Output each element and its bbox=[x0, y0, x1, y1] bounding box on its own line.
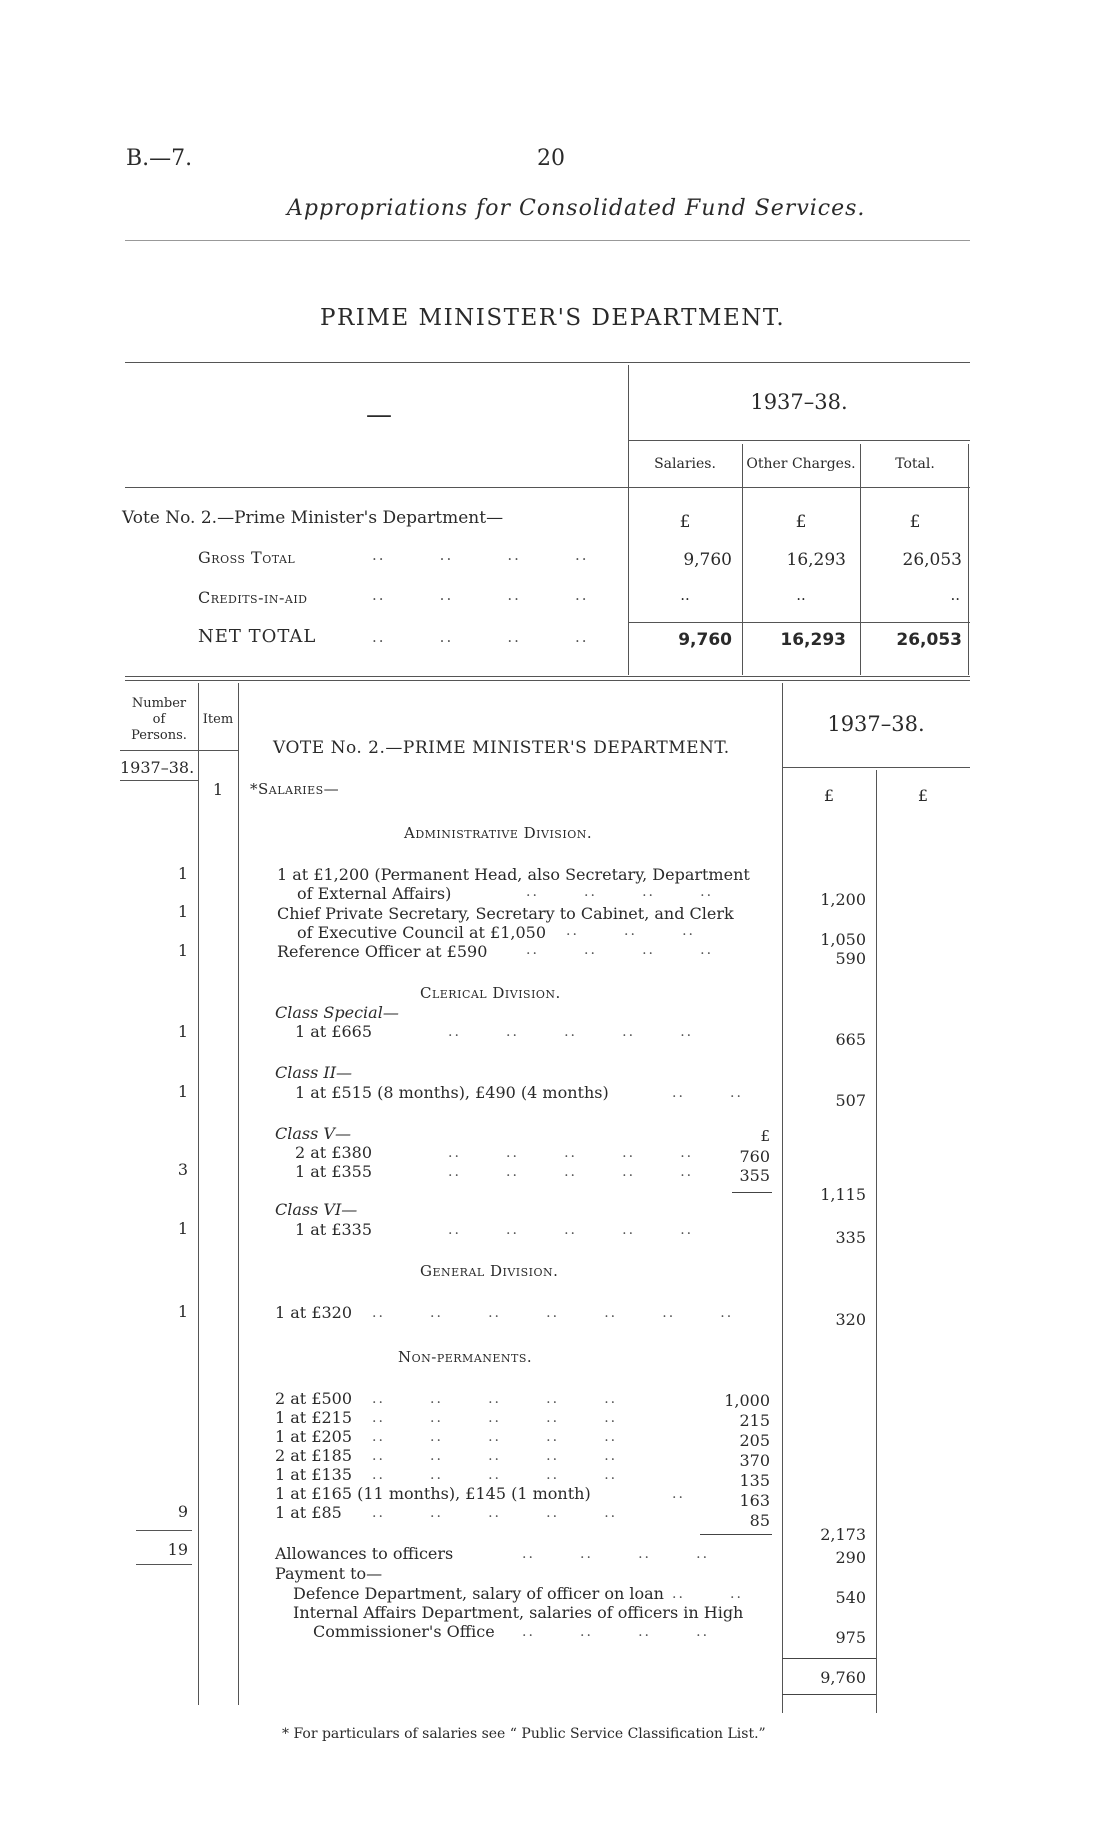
summary-title: PRIME MINISTER'S DEPARTMENT. bbox=[320, 305, 786, 331]
detail-vline-item bbox=[238, 683, 239, 1705]
non-permanents-heading: Non-permanents. bbox=[398, 1348, 533, 1366]
pound-total: £ bbox=[909, 512, 921, 532]
class-vi-dots: .. .. .. .. .. bbox=[448, 1222, 694, 1238]
detail-title: VOTE No. 2.—PRIME MINISTER'S DEPARTMENT. bbox=[273, 738, 730, 758]
detail-year: 1937–38. bbox=[827, 712, 925, 736]
class-v-pound: £ bbox=[760, 1127, 770, 1145]
internal-affairs-amount: 975 bbox=[835, 1628, 866, 1647]
np-amount-3: 205 bbox=[739, 1431, 770, 1450]
class-special-heading: Class Special— bbox=[275, 1003, 399, 1022]
detail-pound-1: £ bbox=[823, 786, 835, 805]
np-amount-5: 135 bbox=[739, 1471, 770, 1490]
np-line-1: 2 at £500 bbox=[275, 1389, 353, 1408]
pound-salaries: £ bbox=[679, 512, 691, 532]
summary-dash: — bbox=[366, 400, 392, 430]
np-total: 2,173 bbox=[820, 1525, 866, 1544]
net-total: 26,053 bbox=[896, 630, 962, 650]
detail-vline-amounts-2 bbox=[876, 770, 877, 1713]
credits-dots: .. .. .. .. bbox=[372, 586, 589, 604]
summary-bottom-rule-2 bbox=[125, 680, 970, 681]
vote-label: Vote No. 2.—Prime Minister's Department— bbox=[122, 508, 504, 528]
general-line: 1 at £320 bbox=[275, 1303, 353, 1322]
summary-top-rule bbox=[125, 362, 970, 363]
class-ii-amount: 507 bbox=[835, 1091, 866, 1110]
summary-year: 1937–38. bbox=[750, 390, 848, 414]
summary-head-rule bbox=[125, 487, 970, 488]
credits-salaries: .. bbox=[680, 586, 690, 604]
detail-pound-2: £ bbox=[917, 786, 929, 805]
hdr-year-left: 1937–38. bbox=[120, 758, 195, 777]
grand-total-rule bbox=[782, 1658, 876, 1659]
admin-division-heading: Administrative Division. bbox=[404, 824, 593, 842]
admin-2-line1: Chief Private Secretary, Secretary to Cabinet, and Clerk bbox=[277, 904, 734, 923]
admin-2-dots: .. .. .. bbox=[566, 923, 696, 939]
np-line-7: 1 at £85 bbox=[275, 1503, 342, 1522]
total-persons: 19 bbox=[167, 1540, 188, 1559]
class-vi-heading: Class VI— bbox=[275, 1200, 358, 1219]
admin-3-persons: 1 bbox=[177, 941, 188, 960]
detail-vline-persons bbox=[198, 683, 199, 1705]
np-dots-6: .. bbox=[672, 1486, 685, 1502]
class-ii-line: 1 at £515 (8 months), £490 (4 months) bbox=[295, 1083, 609, 1102]
clerical-division-heading: Clerical Division. bbox=[420, 984, 561, 1002]
persons-total-rule bbox=[136, 1530, 192, 1531]
class-special-amount: 665 bbox=[835, 1030, 866, 1049]
gross-total: 26,053 bbox=[902, 550, 962, 570]
admin-2-persons: 1 bbox=[177, 902, 188, 921]
np-amount-4: 370 bbox=[739, 1451, 770, 1470]
general-division-heading: General Division. bbox=[420, 1262, 559, 1280]
class-v-line1: 2 at £380 bbox=[295, 1143, 373, 1162]
np-amount-1: 1,000 bbox=[724, 1391, 770, 1410]
general-persons: 1 bbox=[177, 1302, 188, 1321]
np-line-4: 2 at £185 bbox=[275, 1446, 353, 1465]
internal-affairs-line1: Internal Affairs Department, salaries of officers in High bbox=[293, 1603, 744, 1622]
detail-year-rule bbox=[782, 767, 970, 768]
col-salaries: Salaries. bbox=[654, 456, 716, 472]
class-v-persons: 3 bbox=[177, 1160, 188, 1179]
page-ref: B.—7. bbox=[126, 146, 193, 171]
np-line-3: 1 at £205 bbox=[275, 1427, 353, 1446]
page-subtitle: Appropriations for Consolidated Fund Services. bbox=[287, 196, 866, 221]
admin-2-line2: of Executive Council at £1,050 bbox=[297, 923, 547, 942]
net-total-rule bbox=[628, 622, 970, 623]
credits-other: .. bbox=[796, 586, 806, 604]
class-v-dots2: .. .. .. .. .. bbox=[448, 1164, 694, 1180]
defence-dots: .. .. bbox=[672, 1586, 743, 1602]
hdr-of: of bbox=[152, 712, 166, 727]
class-v-line2: 1 at £355 bbox=[295, 1162, 373, 1181]
class-special-persons: 1 bbox=[177, 1022, 188, 1041]
gross-salaries: 9,760 bbox=[683, 550, 732, 570]
class-ii-persons: 1 bbox=[177, 1082, 188, 1101]
np-dots-7: .. .. .. .. .. bbox=[372, 1505, 618, 1521]
gross-total-label: Gross Total bbox=[198, 548, 296, 567]
allowances-dots: .. .. .. .. bbox=[522, 1546, 710, 1562]
salaries-heading: *Salaries— bbox=[250, 780, 340, 798]
admin-3-dots: .. .. .. .. bbox=[526, 942, 714, 958]
np-persons: 9 bbox=[177, 1502, 188, 1521]
summary-bottom-rule bbox=[125, 676, 970, 677]
header-rule bbox=[125, 240, 970, 241]
class-special-line: 1 at £665 bbox=[295, 1022, 373, 1041]
general-dots: .. .. .. .. .. .. .. bbox=[372, 1305, 734, 1321]
gross-total-dots: .. .. .. .. bbox=[372, 546, 589, 564]
np-dots-1: .. .. .. .. .. bbox=[372, 1391, 618, 1407]
admin-1-line1: 1 at £1,200 (Permanent Head, also Secretary, Department bbox=[277, 865, 750, 884]
admin-3-line: Reference Officer at £590 bbox=[277, 942, 488, 961]
grand-total-rule-2 bbox=[782, 1694, 876, 1695]
admin-1-persons: 1 bbox=[177, 864, 188, 883]
net-total-label: NET TOTAL bbox=[198, 626, 317, 647]
class-v-heading: Class V— bbox=[275, 1124, 351, 1143]
np-line-2: 1 at £215 bbox=[275, 1408, 353, 1427]
admin-2-amount: 1,050 bbox=[820, 930, 866, 949]
pound-other: £ bbox=[795, 512, 807, 532]
class-special-dots: .. .. .. .. .. bbox=[448, 1024, 694, 1040]
np-dots-3: .. .. .. .. .. bbox=[372, 1429, 618, 1445]
admin-1-amount: 1,200 bbox=[820, 890, 866, 909]
np-amount-7: 85 bbox=[749, 1511, 770, 1530]
grand-total: 9,760 bbox=[820, 1668, 866, 1687]
hdr-persons-rule bbox=[120, 750, 238, 751]
class-v-dots1: .. .. .. .. .. bbox=[448, 1145, 694, 1161]
class-v-sum-rule bbox=[732, 1192, 772, 1193]
net-total-dots: .. .. .. .. bbox=[372, 628, 589, 646]
class-ii-dots: .. .. bbox=[672, 1085, 743, 1101]
hdr-number: Number bbox=[131, 696, 187, 711]
general-amount: 320 bbox=[835, 1310, 866, 1329]
allowances-amount: 290 bbox=[835, 1548, 866, 1567]
admin-1-line2: of External Affairs) bbox=[297, 884, 452, 903]
admin-3-amount: 590 bbox=[835, 949, 866, 968]
col-other-charges: Other Charges. bbox=[746, 456, 856, 472]
gross-other: 16,293 bbox=[786, 550, 846, 570]
np-line-5: 1 at £135 bbox=[275, 1465, 353, 1484]
class-v-amount1: 760 bbox=[739, 1147, 770, 1166]
internal-affairs-line2: Commissioner's Office bbox=[313, 1622, 495, 1641]
class-v-total: 1,115 bbox=[820, 1185, 866, 1204]
admin-1-dots: .. .. .. .. bbox=[526, 884, 714, 900]
hdr-year-left-rule bbox=[120, 780, 198, 781]
np-amount-2: 215 bbox=[739, 1411, 770, 1430]
np-dots-4: .. .. .. .. .. bbox=[372, 1448, 618, 1464]
class-ii-heading: Class II— bbox=[275, 1063, 353, 1082]
credits-in-aid-label: Credits-in-aid bbox=[198, 588, 308, 607]
np-dots-5: .. .. .. .. .. bbox=[372, 1467, 618, 1483]
np-amount-6: 163 bbox=[739, 1491, 770, 1510]
np-dots-2: .. .. .. .. .. bbox=[372, 1410, 618, 1426]
footnote: * For particulars of salaries see “ Public Service Classification List.” bbox=[282, 1726, 766, 1742]
summary-vline-4 bbox=[968, 444, 969, 675]
class-vi-persons: 1 bbox=[177, 1219, 188, 1238]
col-total: Total. bbox=[895, 456, 935, 472]
np-sum-rule bbox=[700, 1534, 772, 1535]
net-other: 16,293 bbox=[780, 630, 846, 650]
internal-affairs-dots: .. .. .. .. bbox=[522, 1624, 710, 1640]
item-number: 1 bbox=[212, 780, 224, 799]
hdr-item: Item bbox=[202, 712, 234, 727]
allowances-label: Allowances to officers bbox=[275, 1544, 454, 1563]
summary-year-rule bbox=[628, 440, 970, 441]
class-vi-amount: 335 bbox=[835, 1228, 866, 1247]
defence-amount: 540 bbox=[835, 1588, 866, 1607]
payment-to-label: Payment to— bbox=[275, 1564, 383, 1583]
persons-total-rule-2 bbox=[136, 1564, 192, 1565]
np-line-6: 1 at £165 (11 months), £145 (1 month) bbox=[275, 1484, 591, 1503]
net-salaries: 9,760 bbox=[678, 630, 732, 650]
class-v-amount2: 355 bbox=[739, 1166, 770, 1185]
class-vi-line: 1 at £335 bbox=[295, 1220, 373, 1239]
page-number: 20 bbox=[537, 146, 565, 171]
hdr-persons: Persons. bbox=[131, 728, 187, 743]
credits-total: .. bbox=[950, 586, 960, 604]
defence-line: Defence Department, salary of officer on loan bbox=[293, 1584, 664, 1603]
